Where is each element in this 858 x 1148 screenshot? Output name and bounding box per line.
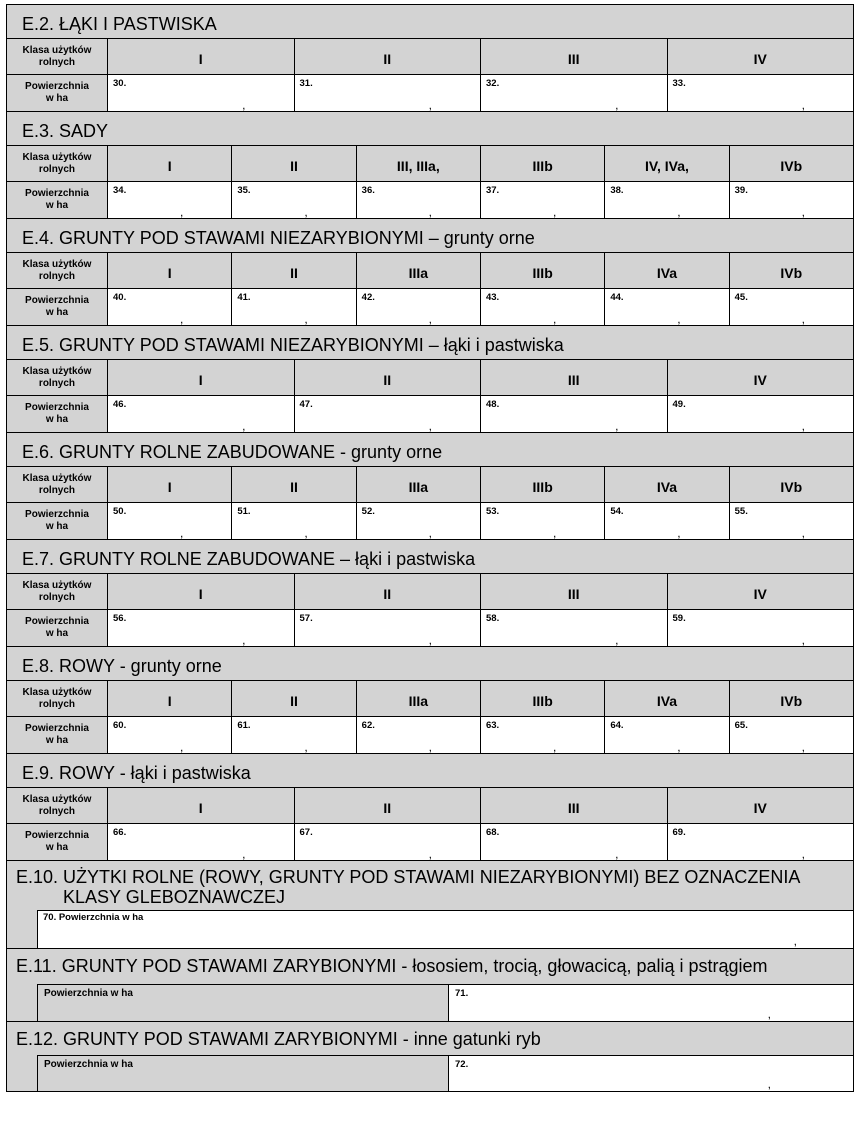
soil-class-header: IIIa bbox=[356, 466, 480, 502]
area-row-label bbox=[7, 716, 107, 753]
decimal-separator: , bbox=[677, 205, 681, 219]
field-label-cell bbox=[37, 1055, 448, 1091]
field-number: 59. bbox=[672, 613, 686, 624]
field-number: 60. bbox=[113, 720, 127, 731]
section-title: E.4. GRUNTY POD STAWAMI NIEZARYBIONYMI – grunty orne bbox=[22, 228, 535, 248]
class-row bbox=[7, 787, 853, 823]
label-line: w ha bbox=[45, 200, 69, 211]
field-number: 62. bbox=[361, 720, 375, 731]
area-input[interactable] bbox=[107, 716, 231, 753]
label-line: rolnych bbox=[38, 484, 76, 496]
field-number: 43. bbox=[485, 292, 500, 303]
field-number: 58. bbox=[486, 613, 500, 624]
section-title: E.3. SADY bbox=[22, 121, 109, 141]
area-input[interactable] bbox=[604, 181, 728, 218]
soil-class-header: IVb bbox=[729, 680, 853, 716]
area-row-label bbox=[7, 395, 107, 432]
area-input[interactable] bbox=[480, 288, 604, 325]
field-number: 50. bbox=[113, 506, 127, 517]
area-input[interactable] bbox=[480, 74, 667, 111]
area-row-label bbox=[7, 181, 107, 218]
label-line: Klasa użytków bbox=[22, 686, 92, 698]
indent-spacer bbox=[7, 910, 37, 948]
section-e7 bbox=[6, 539, 854, 647]
area-input[interactable] bbox=[667, 395, 854, 432]
class-row bbox=[7, 38, 853, 74]
area-input[interactable] bbox=[107, 288, 231, 325]
label-line: rolnych bbox=[38, 377, 76, 389]
soil-class-header: IIIb bbox=[480, 252, 604, 288]
field-number: 55. bbox=[734, 506, 748, 517]
soil-class-header: II bbox=[231, 466, 355, 502]
area-row bbox=[7, 823, 853, 860]
decimal-separator: , bbox=[242, 98, 246, 112]
area-row-label bbox=[7, 74, 107, 111]
label-line: w ha bbox=[45, 307, 69, 318]
decimal-separator: , bbox=[304, 205, 308, 219]
decimal-separator: , bbox=[428, 740, 432, 754]
field-number: 61. bbox=[237, 720, 251, 731]
area-input[interactable] bbox=[729, 716, 853, 753]
field-number: 71. bbox=[455, 988, 469, 999]
soil-class-header: IV bbox=[667, 38, 854, 74]
area-input[interactable] bbox=[667, 609, 854, 646]
field-number: 37. bbox=[485, 185, 500, 196]
field-number: 31. bbox=[299, 78, 313, 89]
area-input[interactable] bbox=[107, 395, 294, 432]
field-label: 70. Powierzchnia w ha bbox=[43, 912, 144, 923]
decimal-separator: , bbox=[304, 740, 308, 754]
decimal-separator: , bbox=[428, 205, 432, 219]
section-e11 bbox=[6, 948, 854, 1022]
soil-class-header: III, IIIa, bbox=[356, 145, 480, 181]
field-number: 34. bbox=[113, 185, 127, 196]
area-row-label bbox=[7, 823, 107, 860]
decimal-separator: , bbox=[615, 419, 619, 433]
field-label: Powierzchnia w ha bbox=[44, 988, 133, 999]
title-line-1: E.10. UŻYTKI ROLNE (ROWY, GRUNTY POD STAWAMI NIEZARYBIONYMI) BEZ OZNACZENIA bbox=[16, 867, 801, 887]
area-input[interactable] bbox=[356, 181, 480, 218]
section-title: E.9. ROWY - łąki i pastwiska bbox=[22, 763, 251, 783]
decimal-separator: , bbox=[801, 740, 805, 754]
decimal-separator: , bbox=[304, 312, 308, 326]
label-line: Klasa użytków bbox=[22, 258, 92, 270]
decimal-separator: , bbox=[179, 740, 184, 754]
label-line: Klasa użytków bbox=[22, 44, 92, 56]
soil-class-header: I bbox=[107, 680, 231, 716]
area-input[interactable] bbox=[480, 823, 667, 860]
soil-class-header: III bbox=[480, 38, 667, 74]
field-number: 54. bbox=[610, 506, 624, 517]
area-input[interactable] bbox=[729, 181, 853, 218]
field-row bbox=[7, 1055, 853, 1091]
label-line: w ha bbox=[45, 93, 69, 104]
area-input[interactable] bbox=[604, 716, 728, 753]
section-e5 bbox=[6, 325, 854, 433]
field-number: 67. bbox=[299, 827, 313, 838]
field-number: 39. bbox=[734, 185, 748, 196]
area-input[interactable] bbox=[231, 288, 355, 325]
decimal-separator: , bbox=[677, 312, 681, 326]
soil-class-header: I bbox=[107, 573, 294, 609]
class-row bbox=[7, 466, 853, 502]
decimal-separator: , bbox=[615, 847, 619, 861]
field-number: 52. bbox=[361, 506, 375, 517]
area-input[interactable] bbox=[480, 181, 604, 218]
area-input[interactable] bbox=[356, 716, 480, 753]
class-row-label bbox=[7, 38, 107, 74]
area-input[interactable] bbox=[231, 716, 355, 753]
soil-class-header: II bbox=[231, 145, 355, 181]
decimal-separator: , bbox=[767, 1077, 771, 1091]
section-title: E.6. GRUNTY ROLNE ZABUDOWANE - grunty orne bbox=[22, 442, 443, 462]
area-input[interactable] bbox=[729, 288, 853, 325]
decimal-separator: , bbox=[428, 312, 432, 326]
field-row bbox=[7, 984, 853, 1021]
decimal-separator: , bbox=[615, 633, 619, 647]
soil-class-header: III bbox=[480, 573, 667, 609]
field-72-input[interactable] bbox=[448, 1055, 853, 1091]
decimal-separator: , bbox=[801, 98, 805, 112]
area-input[interactable] bbox=[667, 74, 854, 111]
label-line: Powierzchnia bbox=[25, 81, 89, 92]
field-number: 38. bbox=[610, 185, 624, 196]
soil-class-header: II bbox=[294, 38, 481, 74]
label-line: Powierzchnia bbox=[25, 188, 89, 199]
section-e8 bbox=[6, 646, 854, 754]
field-number: 47. bbox=[299, 399, 313, 410]
area-input[interactable] bbox=[667, 823, 854, 860]
decimal-separator: , bbox=[801, 419, 805, 433]
section-e6 bbox=[6, 432, 854, 540]
section-title: E.12. GRUNTY POD STAWAMI ZARYBIONYMI - inne gatunki ryb bbox=[16, 1029, 541, 1049]
decimal-separator: , bbox=[801, 847, 805, 861]
field-number: 64. bbox=[610, 720, 624, 731]
label-line: Klasa użytków bbox=[22, 365, 92, 377]
decimal-separator: , bbox=[428, 847, 432, 861]
soil-class-header: IIIb bbox=[480, 145, 604, 181]
field-label-cell bbox=[37, 984, 448, 1021]
decimal-separator: , bbox=[677, 740, 681, 754]
soil-class-header: I bbox=[107, 38, 294, 74]
area-input[interactable] bbox=[294, 74, 481, 111]
field-number: 32. bbox=[486, 78, 500, 89]
label-line: rolnych bbox=[38, 270, 76, 282]
soil-class-header: IV bbox=[667, 359, 854, 395]
soil-class-header: II bbox=[231, 252, 355, 288]
label-line: rolnych bbox=[38, 56, 76, 68]
decimal-separator: , bbox=[552, 205, 557, 219]
area-input[interactable] bbox=[729, 502, 853, 539]
label-line: w ha bbox=[45, 414, 69, 425]
area-input[interactable] bbox=[294, 823, 481, 860]
decimal-separator: , bbox=[793, 934, 797, 948]
area-input[interactable] bbox=[480, 716, 604, 753]
label-line: w ha bbox=[45, 628, 69, 639]
label-line: rolnych bbox=[38, 805, 76, 817]
area-input[interactable] bbox=[604, 288, 728, 325]
decimal-separator: , bbox=[428, 98, 432, 112]
section-e3 bbox=[6, 111, 854, 219]
class-row-label bbox=[7, 787, 107, 823]
class-row bbox=[7, 573, 853, 609]
field-number: 33. bbox=[672, 78, 686, 89]
field-row bbox=[7, 910, 853, 948]
indent-spacer bbox=[7, 1055, 37, 1091]
area-input[interactable] bbox=[480, 609, 667, 646]
class-row bbox=[7, 680, 853, 716]
section-e9 bbox=[6, 753, 854, 861]
section-e10 bbox=[6, 860, 854, 949]
section-title: E.8. ROWY - grunty orne bbox=[22, 656, 222, 676]
label-line: Klasa użytków bbox=[22, 793, 92, 805]
area-input[interactable] bbox=[231, 502, 355, 539]
decimal-separator: , bbox=[801, 526, 805, 540]
label-line: rolnych bbox=[38, 591, 76, 603]
class-row-label bbox=[7, 573, 107, 609]
decimal-separator: , bbox=[615, 98, 619, 112]
area-row bbox=[7, 288, 853, 325]
label-line: Klasa użytków bbox=[22, 151, 92, 163]
field-number: 42. bbox=[361, 292, 375, 303]
decimal-separator: , bbox=[242, 633, 246, 647]
class-row-label bbox=[7, 359, 107, 395]
area-row-label bbox=[7, 502, 107, 539]
decimal-separator: , bbox=[428, 419, 432, 433]
area-row-label bbox=[7, 288, 107, 325]
sections-container bbox=[6, 4, 854, 861]
area-input[interactable] bbox=[480, 502, 604, 539]
field-number: 56. bbox=[113, 613, 127, 624]
label-line: Powierzchnia bbox=[25, 295, 89, 306]
soil-class-header: IVa bbox=[604, 680, 728, 716]
field-number: 35. bbox=[237, 185, 251, 196]
soil-class-header: I bbox=[107, 252, 231, 288]
label-line: Klasa użytków bbox=[22, 579, 92, 591]
area-row bbox=[7, 395, 853, 432]
section-title bbox=[7, 861, 853, 907]
area-input[interactable] bbox=[356, 502, 480, 539]
soil-class-header: IIIb bbox=[480, 466, 604, 502]
soil-class-header: II bbox=[294, 359, 481, 395]
section-e2 bbox=[6, 4, 854, 112]
label-line: Klasa użytków bbox=[22, 472, 92, 484]
area-input[interactable] bbox=[294, 395, 481, 432]
decimal-separator: , bbox=[552, 312, 557, 326]
area-input[interactable] bbox=[604, 502, 728, 539]
class-row bbox=[7, 252, 853, 288]
soil-class-header: I bbox=[107, 466, 231, 502]
section-title: E.11. GRUNTY POD STAWAMI ZARYBIONYMI - łososiem, trocią, głowacicą, palią i pstrągiem bbox=[16, 956, 768, 976]
field-number: 30. bbox=[113, 78, 127, 89]
area-input[interactable] bbox=[107, 609, 294, 646]
field-number: 41. bbox=[237, 292, 251, 303]
soil-class-header: III bbox=[480, 359, 667, 395]
area-row bbox=[7, 181, 853, 218]
section-title: E.5. GRUNTY POD STAWAMI NIEZARYBIONYMI – łąki i pastwiska bbox=[22, 335, 564, 355]
field-70-input[interactable] bbox=[37, 910, 853, 948]
field-71-input[interactable] bbox=[448, 984, 853, 1021]
soil-class-header: IV, IVa, bbox=[604, 145, 728, 181]
decimal-separator: , bbox=[179, 312, 184, 326]
field-number: 51. bbox=[237, 506, 251, 517]
soil-class-header: IVb bbox=[729, 252, 853, 288]
label-line: Powierzchnia bbox=[25, 723, 89, 734]
area-input[interactable] bbox=[356, 288, 480, 325]
label-line: Powierzchnia bbox=[25, 509, 89, 520]
field-number: 72. bbox=[455, 1059, 469, 1070]
label-line: Powierzchnia bbox=[25, 830, 89, 841]
soil-class-header: I bbox=[107, 145, 231, 181]
soil-class-header: IVb bbox=[729, 466, 853, 502]
label-line: Powierzchnia bbox=[25, 402, 89, 413]
decimal-separator: , bbox=[801, 633, 805, 647]
section-title: E.7. GRUNTY ROLNE ZABUDOWANE – łąki i pastwiska bbox=[22, 549, 476, 569]
area-input[interactable] bbox=[107, 502, 231, 539]
class-row-label bbox=[7, 466, 107, 502]
soil-class-header: I bbox=[107, 787, 294, 823]
soil-class-header: III bbox=[480, 787, 667, 823]
field-number: 46. bbox=[113, 399, 127, 410]
field-number: 63. bbox=[485, 720, 500, 731]
decimal-separator: , bbox=[428, 526, 432, 540]
label-line: w ha bbox=[45, 842, 69, 853]
class-row bbox=[7, 359, 853, 395]
field-number: 45. bbox=[734, 292, 748, 303]
decimal-separator: , bbox=[767, 1007, 771, 1021]
decimal-separator: , bbox=[552, 740, 557, 754]
class-row-label bbox=[7, 145, 107, 181]
area-input[interactable] bbox=[231, 181, 355, 218]
field-number: 48. bbox=[486, 399, 500, 410]
label-line: rolnych bbox=[38, 698, 76, 710]
area-input[interactable] bbox=[107, 823, 294, 860]
field-number: 44. bbox=[610, 292, 624, 303]
land-area-form bbox=[6, 5, 854, 1092]
decimal-separator: , bbox=[801, 205, 805, 219]
soil-class-header: IV bbox=[667, 573, 854, 609]
field-number: 68. bbox=[486, 827, 500, 838]
field-number: 65. bbox=[734, 720, 748, 731]
label-line: w ha bbox=[45, 735, 69, 746]
class-row-label bbox=[7, 680, 107, 716]
decimal-separator: , bbox=[242, 847, 246, 861]
soil-class-header: II bbox=[294, 573, 481, 609]
area-input[interactable] bbox=[480, 395, 667, 432]
class-row-label bbox=[7, 252, 107, 288]
field-number: 40. bbox=[113, 292, 127, 303]
soil-class-header: IVb bbox=[729, 145, 853, 181]
title-line-2: KLASY GLEBOZNAWCZEJ bbox=[63, 887, 286, 907]
area-input[interactable] bbox=[294, 609, 481, 646]
decimal-separator: , bbox=[242, 419, 246, 433]
class-row bbox=[7, 145, 853, 181]
field-number: 49. bbox=[672, 399, 686, 410]
label-line: Powierzchnia bbox=[25, 616, 89, 627]
label-line: w ha bbox=[45, 521, 69, 532]
decimal-separator: , bbox=[801, 312, 805, 326]
field-number: 57. bbox=[299, 613, 313, 624]
soil-class-header: IIIa bbox=[356, 252, 480, 288]
section-title: E.2. ŁĄKI I PASTWISKA bbox=[22, 14, 217, 34]
section-e4 bbox=[6, 218, 854, 326]
field-number: 36. bbox=[361, 185, 375, 196]
soil-class-header: IIIb bbox=[480, 680, 604, 716]
soil-class-header: IV bbox=[667, 787, 854, 823]
area-row bbox=[7, 609, 853, 646]
decimal-separator: , bbox=[304, 526, 308, 540]
soil-class-header: IVa bbox=[604, 466, 728, 502]
field-number: 66. bbox=[113, 827, 127, 838]
indent-spacer bbox=[7, 984, 37, 1021]
field-number: 53. bbox=[485, 506, 500, 517]
soil-class-header: II bbox=[231, 680, 355, 716]
soil-class-header: IVa bbox=[604, 252, 728, 288]
soil-class-header: I bbox=[107, 359, 294, 395]
decimal-separator: , bbox=[677, 526, 681, 540]
area-row bbox=[7, 716, 853, 753]
field-label: Powierzchnia w ha bbox=[44, 1059, 133, 1070]
area-input[interactable] bbox=[107, 74, 294, 111]
decimal-separator: , bbox=[552, 526, 557, 540]
decimal-separator: , bbox=[179, 526, 184, 540]
soil-class-header: II bbox=[294, 787, 481, 823]
label-line: rolnych bbox=[38, 163, 76, 175]
area-row bbox=[7, 74, 853, 111]
decimal-separator: , bbox=[179, 205, 184, 219]
section-e12 bbox=[6, 1021, 854, 1092]
soil-class-header: IIIa bbox=[356, 680, 480, 716]
field-number: 69. bbox=[672, 827, 686, 838]
area-row-label bbox=[7, 609, 107, 646]
area-input[interactable] bbox=[107, 181, 231, 218]
area-row bbox=[7, 502, 853, 539]
decimal-separator: , bbox=[428, 633, 432, 647]
